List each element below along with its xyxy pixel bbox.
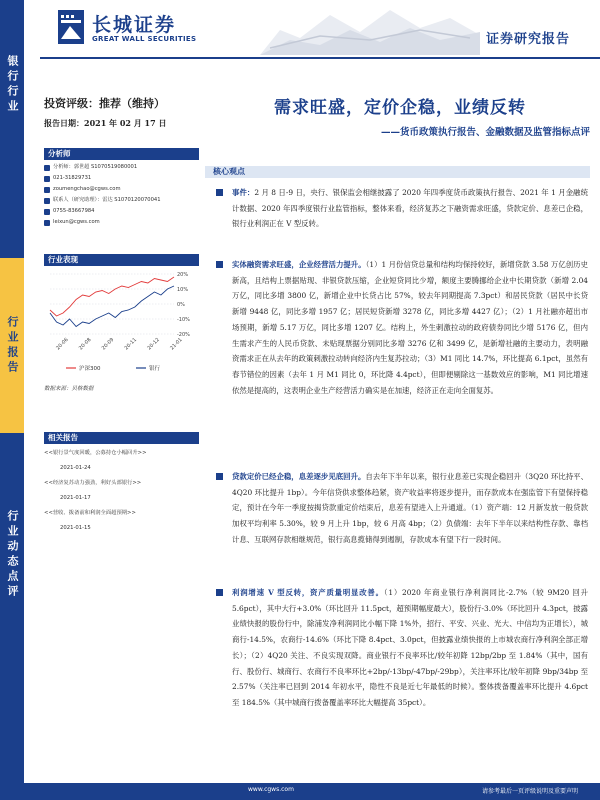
chart-x-tick-label: 20-06 — [55, 336, 70, 352]
contact-phone: 0755-83667984 — [53, 208, 95, 214]
analyst-row — [44, 162, 199, 173]
analyst-name: 分析师：郭世超 S1070519080001 — [53, 164, 138, 170]
industry-performance-chart — [44, 268, 199, 378]
core-views-bar — [205, 166, 590, 178]
report-title: 需求旺盛，定价企稳，业绩反转 — [274, 98, 526, 118]
bullet-square-icon — [216, 189, 223, 196]
related-report-date: 2021-01-15 — [60, 525, 91, 531]
analyst-row — [44, 206, 199, 217]
header-divider — [40, 57, 600, 59]
analyst-info — [44, 162, 199, 228]
logo-english-name: GREAT WALL SECURITIES — [92, 35, 197, 43]
paragraph-lead: 利润增速 V 型反转，资产质量明显改善。 — [232, 588, 384, 597]
analyst-phone: 021-31829731 — [53, 175, 92, 181]
paragraph-text: （1）2020 年商业银行净利润同比-2.7%（较 9M20 回升 5.6pct），其中大行+3.0%（环比回升 11.5pct，超预期幅度最大），股份行-3.0%（环比回升 4.3pct，披露业绩快报的股份行中，除浦发净利润同比小幅下降 1%外，招行、平安、兴业、光大、中信均为正增长），城商行-14.5%，农商行-14.6%（环比下降 8.4pct、3.0pct，但披露业绩快报的上市城农商行净利润全部正增长）；（2）4Q20 关注、不良实现双降。商业银行不良率环比/较年初降 12bp/2bp 至 1.84%（其中，国有行、股份行、城商行、农商行不良率环比+2bp/-13bp/-47bp/-29bp），关注率环比/较年初降 9bp/34bp 至 2.57%（关注率已回到 2014 年初水平，隐性不良是近七年最低的时候）。整体拨备覆盖率环比提升 4.6pct 至 184.5%（其中城商行拨备覆盖率环比大幅提高 35pct）。 — [232, 588, 588, 707]
footer-url[interactable]: www.cgws.com — [248, 786, 294, 793]
phone-icon — [44, 209, 50, 215]
paragraph-text: 2 月 8 日-9 日，央行、银保监会相继披露了 2020 年四季度货币政策执行报告、2021 年 1 月金融统计数据、2020 年四季度银行业监管指标，整体来看，经济复苏之下融资需求旺盛，贷款定价、息差已企稳，银行业利润正在 V 型反转。 — [232, 188, 588, 229]
sidebar-report-type-label: 行业报告 — [0, 258, 24, 433]
chart-y-tick-label: -20% — [177, 332, 190, 338]
core-view-paragraph — [210, 257, 588, 398]
email-icon — [44, 220, 50, 226]
chart-section-header: 行业表现 — [44, 254, 199, 266]
chart-source: 数据来源：贝格数据 — [44, 386, 94, 392]
chart-series-line — [50, 277, 174, 316]
core-view-paragraph — [210, 185, 588, 232]
analyst-row — [44, 184, 199, 195]
paragraph-lead: 事件： — [232, 188, 255, 197]
email-icon — [44, 187, 50, 193]
person-icon — [44, 198, 50, 204]
page-header — [0, 0, 600, 58]
investment-rating: 投资评级：推荐（维持） — [44, 97, 165, 110]
bullet-square-icon — [216, 589, 223, 596]
contact-email[interactable]: leixun@cgws.com — [53, 219, 100, 225]
chart-x-tick-label: 20-09 — [100, 336, 116, 352]
chart-x-tick-label: 21-01 — [169, 336, 184, 352]
analyst-email[interactable]: zoumengchao@cgws.com — [53, 186, 121, 192]
contact-name: 联系人（研究助理）：雷达 S1070120070041 — [53, 197, 161, 203]
phone-icon — [44, 176, 50, 182]
analyst-section-header: 分析师 — [44, 148, 199, 160]
sidebar-industry-label: 银行行业 — [0, 40, 24, 130]
chart-series-line — [50, 286, 174, 327]
related-reports-header: 相关报告 — [44, 432, 199, 444]
report-subtitle: ——货币政策执行报告、金融数据及监管指标点评 — [380, 127, 590, 138]
related-report-title[interactable]: <<银行景气度回暖，公募持仓小幅回升>> — [44, 450, 147, 456]
person-icon — [44, 165, 50, 171]
analyst-row — [44, 173, 199, 184]
legend-label: 沪深300 — [79, 366, 101, 372]
logo-chinese-name: 长城证券 — [92, 14, 177, 36]
related-report-title[interactable]: <<经济复苏动力强劲，利好头部银行>> — [44, 480, 142, 486]
related-report-date: 2021-01-24 — [60, 465, 91, 471]
paragraph-text: （1）1 月份信贷总量和结构均保持较好，新增贷款 3.58 万亿创历史新高，且结构上票据贴现、非银贷款压缩，企业短贷同比少增，额度主要腾挪给企业中长期贷款（新增 2.04 万亿，同比多增 3800 亿，新增企业中长贷占比 57%，较去年同期提高 7.3pct）和居民贷款（居民中长贷新增 9448 亿，同比多增 1957 亿；居民短贷新增 3278 亿，同比多增 4427 亿）；（2）1 月社融亦超出市场预期，新增 5.17 万亿，同比多增 1207 亿。结构上，外生刺激拉动的政府债券同比少增 5176 亿，但内生需求产生的人民币贷款、未贴现票据分别同比多增 3276 亿和 3499 亿，是新增社融的主要动力，表明融资需求正在从去年的政策刺激拉动转向经济内生复苏拉动；（3）M1 同比 14.7%，环比提高 6.1pct，虽然有春节错位的因素（去年 1 月 M1 同比 0，环比降 4.4pct），但即便剔除这一基数效应的影响，M1 同比增速依然是提高的，这表明企业生产经营活力确实是在加速，经济正在走向全面复苏。 — [232, 260, 588, 395]
core-view-paragraph — [210, 469, 588, 548]
footer-disclaimer: 请参考最后一页评级说明及重要声明 — [481, 788, 578, 795]
chart-y-tick-label: 10% — [177, 287, 189, 293]
report-type-label: 证券研究报告 — [485, 32, 570, 47]
great-wall-landscape-illustration — [260, 0, 480, 55]
chart-y-tick-label: 0% — [177, 302, 185, 308]
report-date: 报告日期：2021 年 02 月 17 日 — [44, 118, 167, 128]
chart-x-tick-label: 20-08 — [77, 336, 93, 352]
bullet-square-icon — [216, 261, 223, 268]
legend-label: 银行 — [149, 366, 161, 372]
related-reports-list — [44, 446, 199, 536]
paragraph-text: 自去年下半年以来，银行业息差已实现企稳回升（3Q20 环比持平、4Q20 环比提升 1bp）。今年信贷供求整体趋紧，资产收益率将逐步提升，而存款成本在强监管下有望保持稳定，预计在今年一季度按揭贷款重定价结束后，息差有望进入上升通道。（1）资产端：12 月新发放一般贷款加权平均利率 5.30%，较 9 月上升 1bp，较 6 月高 4bp；（2）负债端：去年下半年以来结构性存款、靠档计息、互联网存款相继规范，银行高息揽储得到遏制，存款成本有望下行一段时间。 — [232, 472, 588, 544]
bullet-square-icon — [216, 473, 223, 480]
great-wall-logo-icon — [58, 10, 84, 44]
analyst-row — [44, 217, 199, 228]
sidebar-report-category-label: 行业动态点评 — [0, 455, 24, 655]
core-views-label: 核心观点 — [213, 167, 245, 176]
brand-logo — [58, 10, 258, 50]
related-report-title[interactable]: <<营收、拨备前和利润全面超预期>> — [44, 510, 136, 516]
chart-x-tick-label: 20-11 — [123, 336, 139, 352]
chart-y-tick-label: 20% — [177, 272, 189, 278]
analyst-row — [44, 195, 199, 206]
chart-x-tick-label: 20-12 — [146, 336, 161, 352]
paragraph-lead: 实体融资需求旺盛，企业经营活力提升。 — [232, 260, 366, 269]
paragraph-lead: 贷款定价已经企稳，息差逐步见底回升。 — [232, 472, 366, 481]
core-view-paragraph — [210, 585, 588, 711]
chart-y-tick-label: -10% — [177, 317, 190, 323]
related-report-date: 2021-01-17 — [60, 495, 91, 501]
